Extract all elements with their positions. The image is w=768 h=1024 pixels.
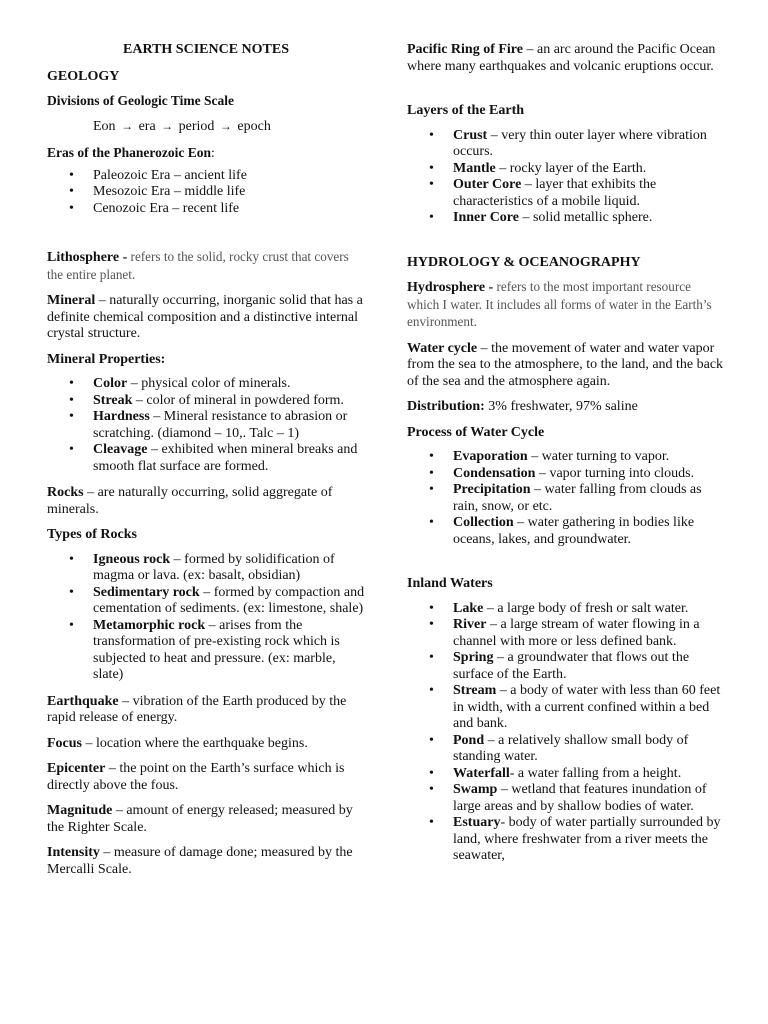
rock-types-heading: Types of Rocks <box>47 527 137 542</box>
list-item: • Estuary- body of water partially surrounded by land, where freshwater from a river meets the seawater, <box>453 815 725 865</box>
inland-waters-list <box>407 601 725 865</box>
list-item: • Metamorphic rock – arises from the transformation of pre-existing rock which is subjected to heat and pressure. (ex: marble, slate) <box>93 618 365 684</box>
time-scale-item: Eon <box>93 118 116 134</box>
list-item: • Swamp – wetland that features inundation of large areas and by shallow bodies of water. <box>453 782 725 815</box>
time-scale-item: era <box>138 118 156 134</box>
arrow-right-icon: → <box>219 118 232 133</box>
epicenter-definition: Epicenter – the point on the Earth’s surface which is directly above the fous. <box>47 761 345 793</box>
list-item: • Cleavage – exhibited when mineral breaks and smooth flat surface are formed. <box>93 442 365 475</box>
layers-list <box>407 128 725 227</box>
process-list <box>407 449 725 548</box>
left-column <box>47 42 365 887</box>
list-item: • Color – physical color of minerals. <box>93 376 365 393</box>
list-item: • Condensation – vapor turning into clouds. <box>453 466 725 483</box>
time-scale-item: period <box>178 118 215 134</box>
time-scale-item: epoch <box>237 118 271 134</box>
mineral-properties-heading: Mineral Properties: <box>47 351 166 367</box>
list-item: • Sedimentary rock – formed by compaction and cementation of sediments. (ex: limestone, shale) <box>93 585 365 618</box>
ring-of-fire-definition: Pacific Ring of Fire – an arc around the Pacific Ocean where many earthquakes and volcanic eruptions occur. <box>407 42 716 74</box>
mineral-properties-list <box>47 376 365 475</box>
process-heading: Process of Water Cycle <box>407 424 545 440</box>
layers-heading: Layers of the Earth <box>407 103 525 118</box>
list-item: • Pond – a relatively shallow small body of standing water. <box>453 733 725 766</box>
list-item: • Collection – water gathering in bodies like oceans, lakes, and groundwater. <box>453 515 725 548</box>
intensity-definition: Intensity – measure of damage done; measured by the Mercalli Scale. <box>47 845 353 877</box>
list-item: • Outer Core – layer that exhibits the characteristics of a mobile liquid. <box>453 177 725 210</box>
list-item: • Evaporation – water turning to vapor. <box>453 449 725 466</box>
magnitude-definition: Magnitude – amount of energy released; measured by the Righter Scale. <box>47 803 353 835</box>
list-item: • Streak – color of mineral in powdered form. <box>93 393 365 410</box>
right-column <box>407 42 725 875</box>
list-item: • Cenozoic Era – recent life <box>93 201 365 218</box>
list-item: • Crust – very thin outer layer where vibration occurs. <box>453 128 725 161</box>
arrow-right-icon: → <box>161 118 174 133</box>
distribution-definition: Distribution: 3% freshwater, 97% saline <box>407 399 638 414</box>
lithosphere-definition: Lithosphere - refers to the solid, rocky crust that covers the entire planet. <box>47 249 349 282</box>
focus-definition: Focus – location where the earthquake begins. <box>47 735 308 751</box>
list-item: • Igneous rock – formed by solidification of magma or lava. (ex: basalt, obsidian) <box>93 552 365 585</box>
list-item: • Mesozoic Era – middle life <box>93 184 365 201</box>
list-item: • Inner Core – solid metallic sphere. <box>453 210 725 227</box>
list-item: • Mantle – rocky layer of the Earth. <box>453 161 725 178</box>
hydrology-heading: HYDROLOGY & OCEANOGRAPHY <box>407 254 641 270</box>
list-item: • Spring – a groundwater that flows out the surface of the Earth. <box>453 650 725 683</box>
list-item: • Hardness – Mineral resistance to abrasion or scratching. (diamond – 10,. Talc – 1) <box>93 409 365 442</box>
list-item: • Lake – a large body of fresh or salt water. <box>453 601 725 618</box>
eras-list <box>47 168 365 218</box>
eras-heading: Eras of the Phanerozoic Eon: <box>47 145 215 160</box>
list-item: • Paleozoic Era – ancient life <box>93 168 365 185</box>
list-item: • Precipitation – water falling from clouds as rain, snow, or etc. <box>453 482 725 515</box>
water-cycle-definition: Water cycle – the movement of water and water vapor from the sea to the atmosphere, to the land, and the back of the sea and the atmosphere again. <box>407 340 724 389</box>
rock-types-list <box>47 552 365 684</box>
list-item: • Waterfall- a water falling from a height. <box>453 766 725 783</box>
inland-waters-heading: Inland Waters <box>407 576 493 591</box>
time-scale-sequence <box>47 118 365 136</box>
rocks-definition: Rocks – are naturally occurring, solid aggregate of minerals. <box>47 485 333 517</box>
earthquake-definition: Earthquake – vibration of the Earth produced by the rapid release of energy. <box>47 693 347 725</box>
time-scale-heading: Divisions of Geologic Time Scale <box>47 93 234 108</box>
list-item: • River – a large stream of water flowing in a channel with more or less defined bank. <box>453 617 725 650</box>
arrow-right-icon: → <box>121 118 134 133</box>
geology-heading: GEOLOGY <box>47 68 120 84</box>
hydrosphere-definition: Hydrosphere - refers to the most important resource which I water. It includes all forms of water in the Earth’s environment. <box>407 279 712 329</box>
list-item: • Stream – a body of water with less than 60 feet in width, with a current confined within a bed and bank. <box>453 683 725 733</box>
mineral-definition: Mineral – naturally occurring, inorganic solid that has a definite chemical composition and a distinctive internal crystal structure. <box>47 293 363 341</box>
document-title: EARTH SCIENCE NOTES <box>123 42 289 57</box>
